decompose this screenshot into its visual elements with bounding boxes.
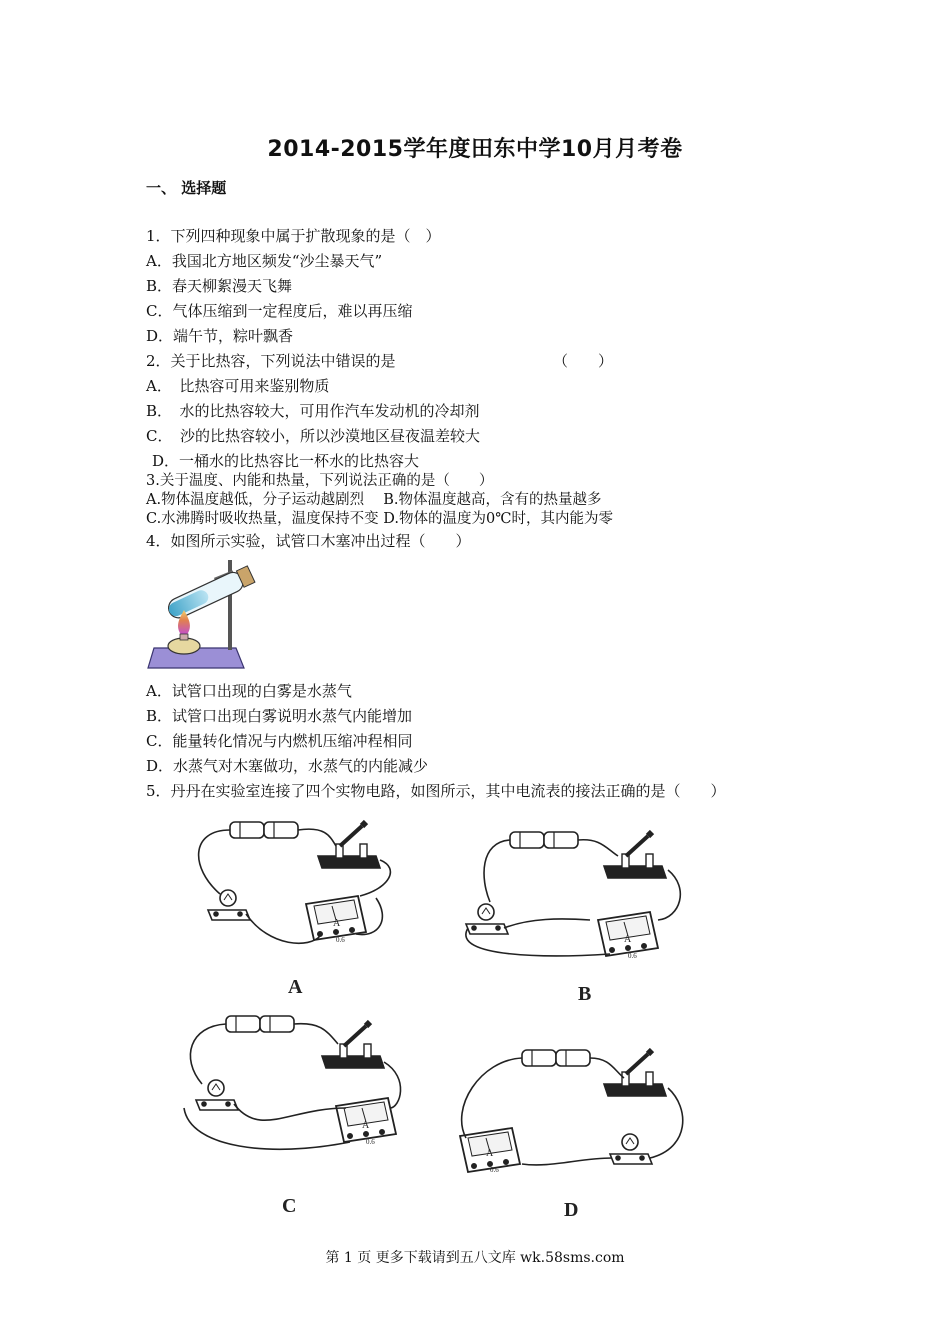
circuit-d-label: D bbox=[564, 1199, 579, 1221]
circuit-d-meter-letter: A bbox=[486, 1148, 494, 1159]
circuit-c-meter-letter: A bbox=[362, 1120, 370, 1131]
circuit-d-meter-scale: 0.6 bbox=[490, 1166, 499, 1174]
q2-option-a: A． 比热容可用来鉴别物质 bbox=[146, 377, 330, 395]
q4-option-b: B．试管口出现白雾说明水蒸气内能增加 bbox=[146, 707, 413, 725]
q1-stem: 1．下列四种现象中属于扩散现象的是（ ） bbox=[146, 227, 441, 245]
circuit-a-meter-scale: 0.6 bbox=[336, 936, 345, 944]
q2-answer-bracket: （ ） bbox=[553, 352, 614, 370]
test-tube bbox=[165, 565, 255, 621]
q2-option-c: C． 沙的比热容较小，所以沙漠地区昼夜温差较大 bbox=[146, 427, 480, 445]
page-title: 2014-2015学年度田东中学10月月考卷 bbox=[267, 137, 683, 162]
q2-stem: 2．关于比热容，下列说法中错误的是 bbox=[146, 352, 396, 370]
circuit-b-meter-letter: A bbox=[624, 934, 632, 945]
alcohol-lamp bbox=[168, 638, 200, 654]
q1-option-a: A．我国北方地区频发“沙尘暴天气” bbox=[146, 252, 383, 270]
circuit-a-label: A bbox=[288, 976, 303, 998]
q2-option-d: D．一桶水的比热容比一杯水的比热容大 bbox=[152, 452, 420, 470]
circuit-c-label: C bbox=[282, 1195, 297, 1217]
q4-stem: 4．如图所示实验，试管口木塞冲出过程（ ） bbox=[146, 532, 471, 550]
q4-option-c: C．能量转化情况与内燃机压缩冲程相同 bbox=[146, 732, 413, 750]
q3-stem: 3.关于温度、内能和热量，下列说法正确的是（ ） bbox=[146, 473, 494, 489]
circuit-c-meter-scale: 0.6 bbox=[366, 1138, 375, 1146]
test-tube-experiment-figure bbox=[144, 556, 268, 676]
q4-option-a: A．试管口出现的白雾是水蒸气 bbox=[146, 682, 352, 700]
circuit-d bbox=[460, 1050, 683, 1172]
circuit-diagrams-figure bbox=[150, 808, 750, 1228]
circuit-b bbox=[466, 832, 680, 956]
circuit-a bbox=[199, 822, 391, 943]
circuit-a-meter-letter: A bbox=[333, 918, 341, 929]
q3-options-row-2: C.水沸腾时吸收热量，温度保持不变 D.物体的温度为0℃时，其内能为零 bbox=[146, 511, 613, 527]
page-footer: 第 1 页 更多下载请到五八文库 wk.58sms.com bbox=[325, 1250, 625, 1266]
q1-option-d: D．端午节，粽叶飘香 bbox=[146, 327, 294, 345]
section-heading: 一、 选择题 bbox=[146, 179, 227, 197]
q3-options-row-1: A.物体温度越低，分子运动越剧烈 B.物体温度越高，含有的热量越多 bbox=[146, 492, 602, 508]
circuit-b-label: B bbox=[578, 983, 592, 1005]
q4-option-d: D．水蒸气对木塞做功，水蒸气的内能减少 bbox=[146, 757, 429, 775]
q1-option-b: B．春天柳絮漫天飞舞 bbox=[146, 277, 293, 295]
q2-option-b: B． 水的比热容较大，可用作汽车发动机的冷却剂 bbox=[146, 402, 480, 420]
q1-option-c: C．气体压缩到一定程度后，难以再压缩 bbox=[146, 302, 413, 320]
q5-stem: 5．丹丹在实验室连接了四个实物电路，如图所示，其中电流表的接法正确的是（ ） bbox=[146, 782, 726, 800]
circuit-b-meter-scale: 0.6 bbox=[628, 952, 637, 960]
